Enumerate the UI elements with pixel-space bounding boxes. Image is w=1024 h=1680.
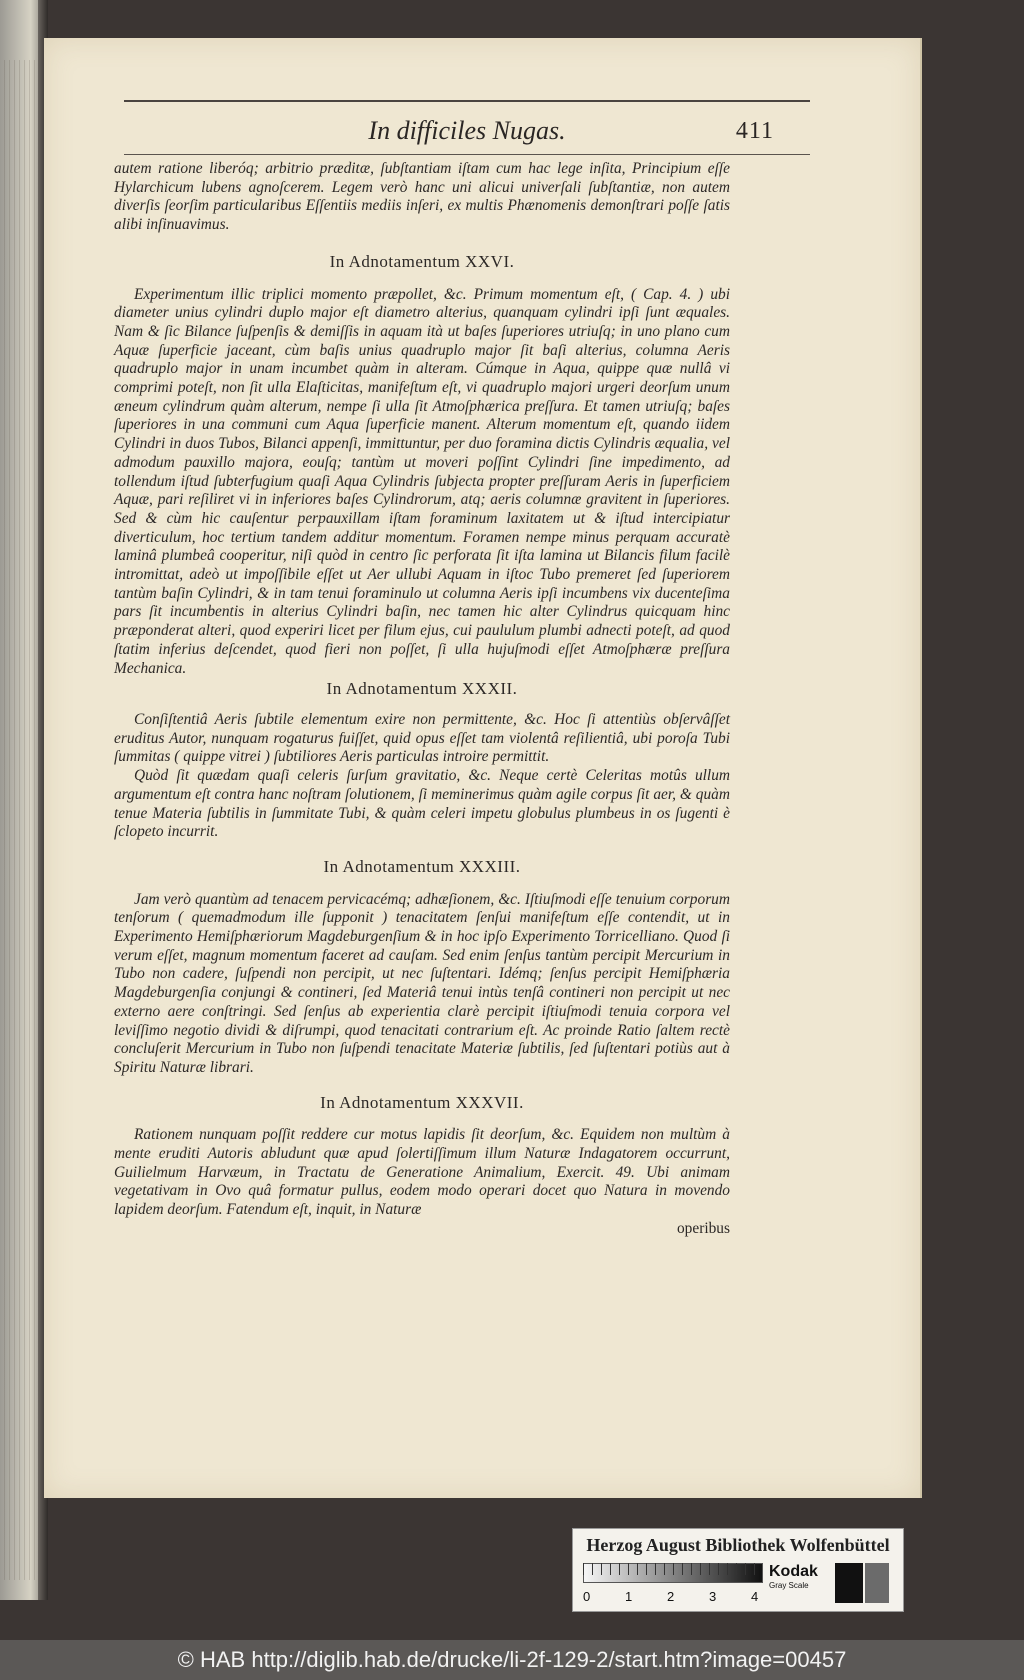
kodak-subtitle: Gray Scale [769, 1581, 809, 1590]
library-name: Herzog August Bibliothek Wolfenbüttel [586, 1535, 890, 1555]
facing-page-text-edge [4, 60, 36, 1580]
section-heading: In Adnotamentum XXVI. [329, 251, 515, 271]
section-paragraph: Quòd ſit quædam quaſi celeris ſurſum gravitatio, &c. Neque certè Celeritas motûs ullum argumentum eſt contra hanc noſtram ſolutionem, ſi meminerimus quàm agile corpus ſit aer, & quàm tenue Materia ſubtilis in ſummitate Tubi, & quàm celeri impetu globulus plumbeus in os ſugenti è ſclopeto incurrit. [114, 767, 730, 841]
gray-swatch [865, 1563, 889, 1603]
scale-number: 3 [709, 1589, 717, 1604]
color-target-card [572, 1528, 904, 1612]
section-heading: In Adnotamentum XXXII. [326, 679, 518, 699]
top-rule [124, 100, 810, 102]
scale-number: 0 [583, 1589, 591, 1604]
running-title: In difficiles Nugas. [368, 116, 566, 145]
section-paragraph: Experimentum illic triplici momento præpollet, &c. Primum momentum eſt, ( Cap. 4. ) ubi diameter unius cylindri duplo major eſt diametro alterius, quanquam cylindri ipſi ſunt æquales. Nam & ſic Bilance ſuſpenſis & demiſſis in aquam ità ut baſes ſuperiores utriuſq; in uno plano cum Aquæ ſuperficie jaceant, cùm baſis unius quadruplo major ſit baſi alterius, columna Aeris quadruplo major in unam incumbet quàm in alteram. Cúmque in Aqua, quippe quæ nullâ vi comprimi poteſt, non ſit ulla Elaſticitas, manifeſtum eſt, vi quadruplo majori urgeri deorſum unum æneum cylindrum quàm alterum, nempe ſi ulla ſit Atmoſphærica preſſura. Et tamen utriuſq; baſes ſuperiores in una communi cum Aqua ſuperficie manent. Alterum momentum eſt, quando iidem Cylindri in duos Tubos, Bilanci appenſi, immittuntur, per duo foramina dictis Cylindris æqualia, vel admodum pauxillo majora, eouſq; tantùm ut moveri poſſint Cylindri ſine impedimento, ad tollendum iſtud ſubterfugium quaſi Aqua Cylindris ſubjecta propter preſſuram Aeris in ſuperficiem Aquæ, pari reſiliret vi in inferiores baſes Cylindrorum, atq; aeris columnæ gravitent in ſuperiores. Sed & cùm hic cauſentur perpauxillam iſtam foraminum laxitatem ut & iſtud intercipiatur diverticulum, hoc tertium tandem additur momentum. Foramen nempe minus perquam accuratè laminâ plumbeâ cooperitur, niſi quòd in centro ſic perforata ſit iſta lamina ut Bilancis filum facilè intromittat, adeò ut impoſſibile eſſet ut Aer ullubi Aquam in iſtoc Tubo premeret ſed ſuperiorem tantùm baſin Cylindri, & in tam tenui foraminulo ut columna Aeris ipſi incumbens vix ducenteſima pars ſit incumbentis in alterius Cylindri baſin, nec tamen hic alter Cylindrus quicquam hinc præponderat alteri, quod experiri licet per filum ejus, cui paululum plumbi adnecti poteſt, ad quod ſtatim inferius deſcendet, quod fieri non poſſet, ſi ulla hujuſmodi eſſet Atmoſphæræ preſſura Mechanica. [114, 285, 730, 677]
book-page [44, 38, 922, 1498]
kodak-logo [769, 1563, 829, 1599]
kodak-brand: Kodak [769, 1563, 818, 1580]
scale-number: 1 [625, 1589, 633, 1604]
black-swatch [835, 1563, 863, 1603]
section-heading: In Adnotamentum XXXIII. [323, 856, 521, 876]
catchword: operibus [676, 1219, 730, 1237]
section-paragraph: Rationem nunquam poſſit reddere cur motus lapidis ſit deorſum, &c. Equidem non multùm à mente eruditi Autoris abludunt quæ apud ſolertiſſimum illum Naturæ Indagatorem occurrunt, Guilielmum Harvæum, in Tractatu de Generatione Animalium, Exercit. 49. Ubi animam vegetativam in Ovo quâ formatur pullus, eodem modo operari docet quo Natura in movendo lapidem deorſum. Fatendum eſt, inquit, in Naturæ [114, 1126, 730, 1219]
scale-numbers [583, 1589, 763, 1605]
page-number: 411 [735, 118, 774, 144]
page-body [114, 160, 730, 1239]
section-paragraph: Conſiſtentiâ Aeris ſubtile elementum exire non permittente, &c. Hoc ſi attentiùs obſervâſſet eruditus Autor, nunquam rogaturus fuiſſet, quid opus eſſet tam violentâ reſilientiâ, ubi poroſa Tubi ſummitas ( quippe vitrei ) ſubtiliores Aeris particulas introire permittit. [114, 710, 730, 766]
head-rule [124, 154, 810, 155]
scale-number: 2 [667, 1589, 675, 1604]
running-head [124, 110, 810, 156]
copyright-footer: © HAB http://diglib.hab.de/drucke/li-2f-129-2/start.htm?image=00457 [0, 1640, 1024, 1680]
section-paragraph: Jam verò quantùm ad tenacem pervicacémq; adhæſionem, &c. Iſtiuſmodi eſſe tenuium corporum tenſorum ( quemadmodum ille ſupponit ) tenacitatem ſenſui manifeſtum eſſe contendit, ut in Experimento Hemiſphæriorum Magdeburgenſium & in hoc ipſo Experimento Torricelliano. Quod ſi verum eſſet, magnum momentum faceret ad cauſam. Sed enim ſenſus tantùm percipit Mercurium in Tubo non cadere, ſuſpendi non percipit, ut nec ſuſtentari. Idémq; ſenſus percipit Hemiſphæria Magdeburgenſia conjungi & contineri, ſed Materiâ tenui intùs tenſâ contineri non percipit ut nec externo aere conſtringi. Sed ſenſus ab experientia clarè percipit iſtiuſmodi tenuia corpora vel leviſſimo negotio dividi & diſrumpi, quod tenacitati contrarium eſt. Ac proinde Ratio ſaltem rectè concluſerit Mercurium in Tubo non ſuſpendi tenacitate Materiæ ſubtilis, ſed ſuſtentari potiùs aut à Spiritu Naturæ librari. [114, 890, 730, 1076]
scale-ticks [583, 1563, 763, 1575]
section-heading: In Adnotamentum XXXVII. [320, 1092, 524, 1112]
continued-paragraph: autem ratione liberóq; arbitrio præditæ, ſubſtantiam iſtam cum hac lege inſita, Principium eſſe Hylarchicum lubens agnoſcerem. Legem verò hanc uni alicui univerſali ſubſtantiæ, non autem diverſis ſeorſim particularibus Eſſentiis mediis inſeri, ex multis Phænomenis demonſtrari poſſe ſatis alibi inſinuavimus. [114, 160, 730, 234]
scale-number: 4 [751, 1589, 759, 1604]
